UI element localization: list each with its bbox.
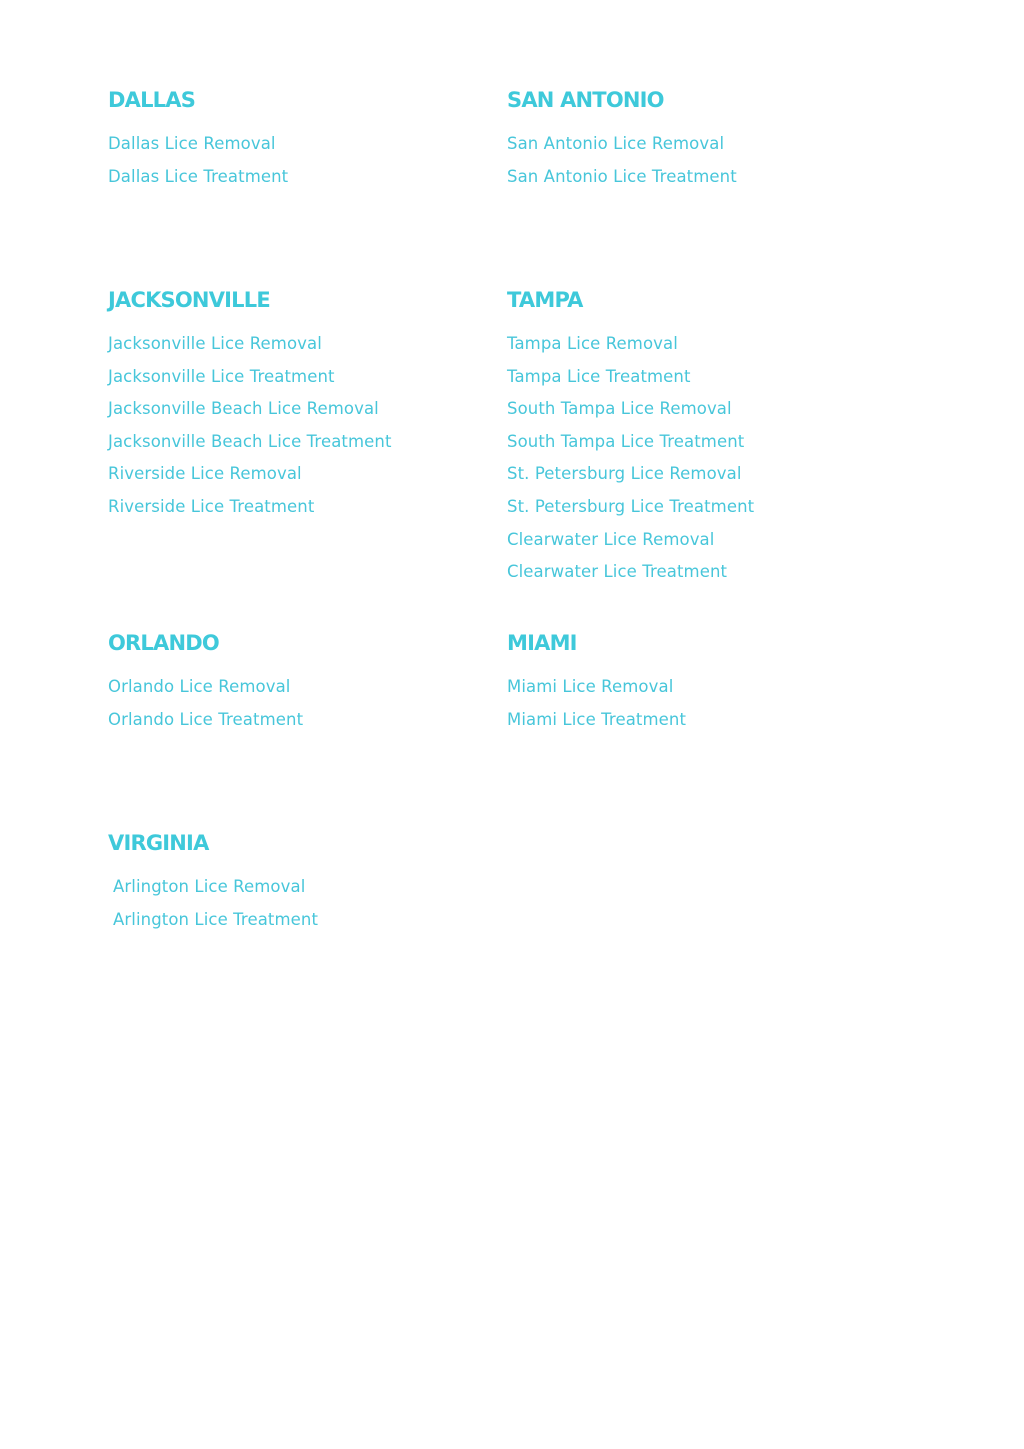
link-san-antonio-lice-removal[interactable]: San Antonio Lice Removal — [507, 134, 725, 153]
link-list-tampa — [507, 334, 754, 595]
list-item — [507, 677, 686, 710]
link-clearwater-lice-treatment[interactable]: Clearwater Lice Treatment — [507, 562, 728, 582]
link-list-san-antonio — [507, 134, 737, 199]
section-title-virginia: VIRGINIA — [108, 831, 209, 855]
section-san-antonio — [507, 87, 887, 186]
list-item — [507, 562, 754, 595]
section-title-miami: MIAMI — [507, 631, 577, 655]
section-miami — [507, 630, 887, 729]
list-item — [507, 399, 754, 432]
link-miami-lice-treatment[interactable]: Miami Lice Treatment — [507, 709, 687, 729]
list-item — [507, 432, 754, 465]
list-item — [108, 134, 288, 167]
list-item — [507, 167, 737, 200]
list-item — [507, 710, 686, 743]
section-title-tampa: TAMPA — [507, 288, 583, 312]
link-arlington-lice-removal[interactable]: Arlington Lice Removal — [113, 877, 306, 896]
link-list-dallas — [108, 134, 288, 199]
link-tampa-lice-removal[interactable]: Tampa Lice Removal — [507, 334, 678, 353]
list-item — [108, 464, 392, 497]
link-jacksonville-beach-lice-removal[interactable]: Jacksonville Beach Lice Removal — [108, 399, 379, 419]
link-tampa-lice-treatment[interactable]: Tampa Lice Treatment — [507, 366, 691, 386]
link-st-petersburg-lice-treatment[interactable]: St. Petersburg Lice Treatment — [507, 496, 755, 516]
link-south-tampa-lice-treatment[interactable]: South Tampa Lice Treatment — [507, 431, 745, 451]
link-dallas-lice-removal[interactable]: Dallas Lice Removal — [108, 134, 276, 153]
list-item — [113, 910, 318, 943]
list-item — [507, 367, 754, 400]
link-riverside-lice-removal[interactable]: Riverside Lice Removal — [108, 464, 302, 484]
link-list-miami — [507, 677, 686, 742]
link-jacksonville-lice-removal[interactable]: Jacksonville Lice Removal — [108, 334, 322, 353]
section-jacksonville — [108, 287, 488, 516]
link-list-jacksonville — [108, 334, 392, 530]
link-list-orlando — [108, 677, 303, 742]
link-arlington-lice-treatment[interactable]: Arlington Lice Treatment — [113, 909, 319, 929]
list-item — [108, 399, 392, 432]
list-item — [108, 497, 392, 530]
list-item — [108, 710, 303, 743]
list-item — [507, 497, 754, 530]
section-virginia — [108, 830, 488, 929]
list-item — [108, 432, 392, 465]
list-item — [113, 877, 318, 910]
section-title-orlando: ORLANDO — [108, 631, 219, 655]
list-item — [507, 464, 754, 497]
section-title-dallas: DALLAS — [108, 88, 196, 112]
link-riverside-lice-treatment[interactable]: Riverside Lice Treatment — [108, 496, 315, 516]
list-item — [507, 134, 737, 167]
list-item — [507, 530, 754, 563]
link-san-antonio-lice-treatment[interactable]: San Antonio Lice Treatment — [507, 166, 737, 186]
link-jacksonville-beach-lice-treatment[interactable]: Jacksonville Beach Lice Treatment — [108, 431, 392, 451]
list-item — [507, 334, 754, 367]
list-item — [108, 677, 303, 710]
section-title-jacksonville: JACKSONVILLE — [108, 288, 270, 312]
link-st-petersburg-lice-removal[interactable]: St. Petersburg Lice Removal — [507, 464, 742, 484]
link-south-tampa-lice-removal[interactable]: South Tampa Lice Removal — [507, 399, 732, 419]
link-jacksonville-lice-treatment[interactable]: Jacksonville Lice Treatment — [108, 366, 335, 386]
link-orlando-lice-removal[interactable]: Orlando Lice Removal — [108, 677, 291, 696]
section-orlando — [108, 630, 488, 729]
link-dallas-lice-treatment[interactable]: Dallas Lice Treatment — [108, 166, 289, 186]
link-clearwater-lice-removal[interactable]: Clearwater Lice Removal — [507, 529, 715, 549]
list-item — [108, 334, 392, 367]
list-item — [108, 167, 288, 200]
section-dallas — [108, 87, 488, 186]
section-tampa — [507, 287, 887, 582]
link-orlando-lice-treatment[interactable]: Orlando Lice Treatment — [108, 709, 304, 729]
list-item — [108, 367, 392, 400]
link-miami-lice-removal[interactable]: Miami Lice Removal — [507, 677, 674, 696]
link-list-virginia — [113, 877, 318, 942]
section-title-san-antonio: SAN ANTONIO — [507, 88, 664, 112]
